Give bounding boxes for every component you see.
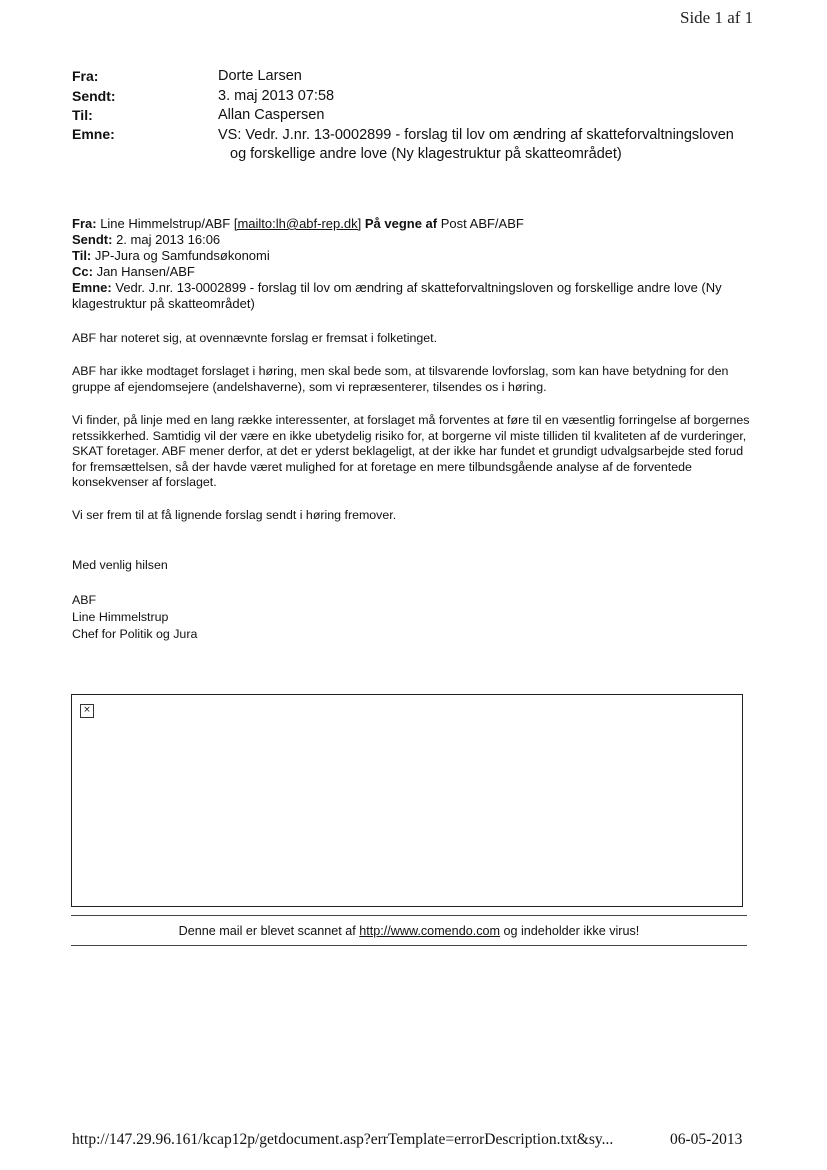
header-to-value: Allan Caspersen — [218, 107, 325, 123]
header-subject-value — [218, 126, 758, 164]
scan-notice-link[interactable]: http://www.comendo.com — [359, 924, 500, 938]
closing-greeting: Med venlig hilsen — [72, 558, 168, 572]
forwarded-cc-value: Jan Hansen/ABF — [96, 264, 195, 279]
forwarded-on-behalf-value: Post ABF/ABF — [440, 216, 524, 231]
forwarded-from-line — [72, 216, 752, 232]
footer-url: http://147.29.96.161/kcap12p/getdocument.asp?errTemplate=errorDescription.txt&sy... — [72, 1131, 614, 1148]
forwarded-cc-line — [72, 264, 752, 280]
forwarded-to-value: JP-Jura og Samfundsøkonomi — [94, 248, 270, 263]
forwarded-on-behalf-label: På vegne af — [364, 216, 438, 231]
forwarded-mailto-link[interactable]: [mailto:lh@abf-rep.dk] — [233, 216, 362, 231]
image-placeholder-frame — [71, 694, 743, 907]
header-to-label: Til: — [72, 107, 93, 123]
forwarded-subject-label: Emne: — [72, 280, 112, 295]
forwarded-sent-label: Sendt: — [72, 232, 113, 247]
signature-name: Line Himmelstrup — [72, 610, 169, 624]
forwarded-cc-label: Cc: — [72, 264, 93, 279]
forwarded-from-label: Fra: — [72, 216, 97, 231]
forwarded-subject-line — [72, 280, 742, 312]
footer-date: 06-05-2013 — [670, 1131, 743, 1148]
body-paragraph-3: Vi finder, på linje med en lang række interessenter, at forslaget må forventes at føre til en væsentlig forringelse af borgernes retssikkerhed. Samtidig vil der være en ikke ubetydelig risiko for, at borgerne vil miste tilliden til kvaliteten af de vurderinger, SKAT foretager. ABF mener derfor, at det er yderst beklageligt, at der ikke har fundet et grundigt udvalgsarbejde sted forud for fremsættelsen, så der havde været mulighed for at foretage en mere tilbundsgående analyse af de forventede konsekvenser af forslaget. — [72, 413, 750, 489]
scan-notice-text-after: og indeholder ikke virus! — [500, 924, 640, 938]
header-from-value: Dorte Larsen — [218, 68, 302, 84]
signature-org: ABF — [72, 593, 97, 607]
scan-notice-bottom-divider — [71, 945, 747, 946]
broken-image-icon: × — [80, 704, 94, 718]
forwarded-to-line — [72, 248, 752, 264]
header-from-label: Fra: — [72, 68, 99, 84]
body-paragraph-4: Vi ser frem til at få lignende forslag sendt i høring fremover. — [72, 508, 397, 522]
scan-notice-top-divider — [71, 915, 747, 916]
forwarded-to-label: Til: — [72, 248, 92, 263]
header-sent-value: 3. maj 2013 07:58 — [218, 88, 335, 104]
scan-notice-text-before: Denne mail er blevet scannet af — [178, 924, 360, 938]
body-paragraph-2: ABF har ikke modtaget forslaget i høring, men skal bede som, at tilsvarende lovforslag, som kan have betydning for den gruppe af ejendomsejere (andelshaverne), som vi repræsenterer, tilsendes os i høring. — [72, 364, 729, 394]
header-subject-line1: VS: Vedr. J.nr. 13-0002899 - forslag til lov om ændring af skatteforvaltningsloven — [218, 127, 734, 143]
forwarded-sent-line — [72, 232, 752, 248]
body-paragraph-1: ABF har noteret sig, at ovennævnte forslag er fremsat i folketinget. — [72, 331, 438, 345]
header-subject-line2: og forskellige andre love (Ny klagestruktur på skatteområdet) — [230, 146, 622, 162]
scan-notice — [71, 924, 747, 938]
header-sent-label: Sendt: — [72, 88, 116, 104]
forwarded-from-name: Line Himmelstrup/ABF — [100, 216, 231, 231]
forwarded-subject-value: Vedr. J.nr. 13-0002899 - forslag til lov om ændring af skatteforvaltningsloven og forskellige andre love (Ny klagestruktur på skatteområdet) — [72, 280, 722, 311]
page-number: Side 1 af 1 — [680, 8, 754, 27]
header-subject-label: Emne: — [72, 126, 115, 142]
forwarded-sent-value: 2. maj 2013 16:06 — [116, 232, 221, 247]
signature-title: Chef for Politik og Jura — [72, 627, 198, 641]
